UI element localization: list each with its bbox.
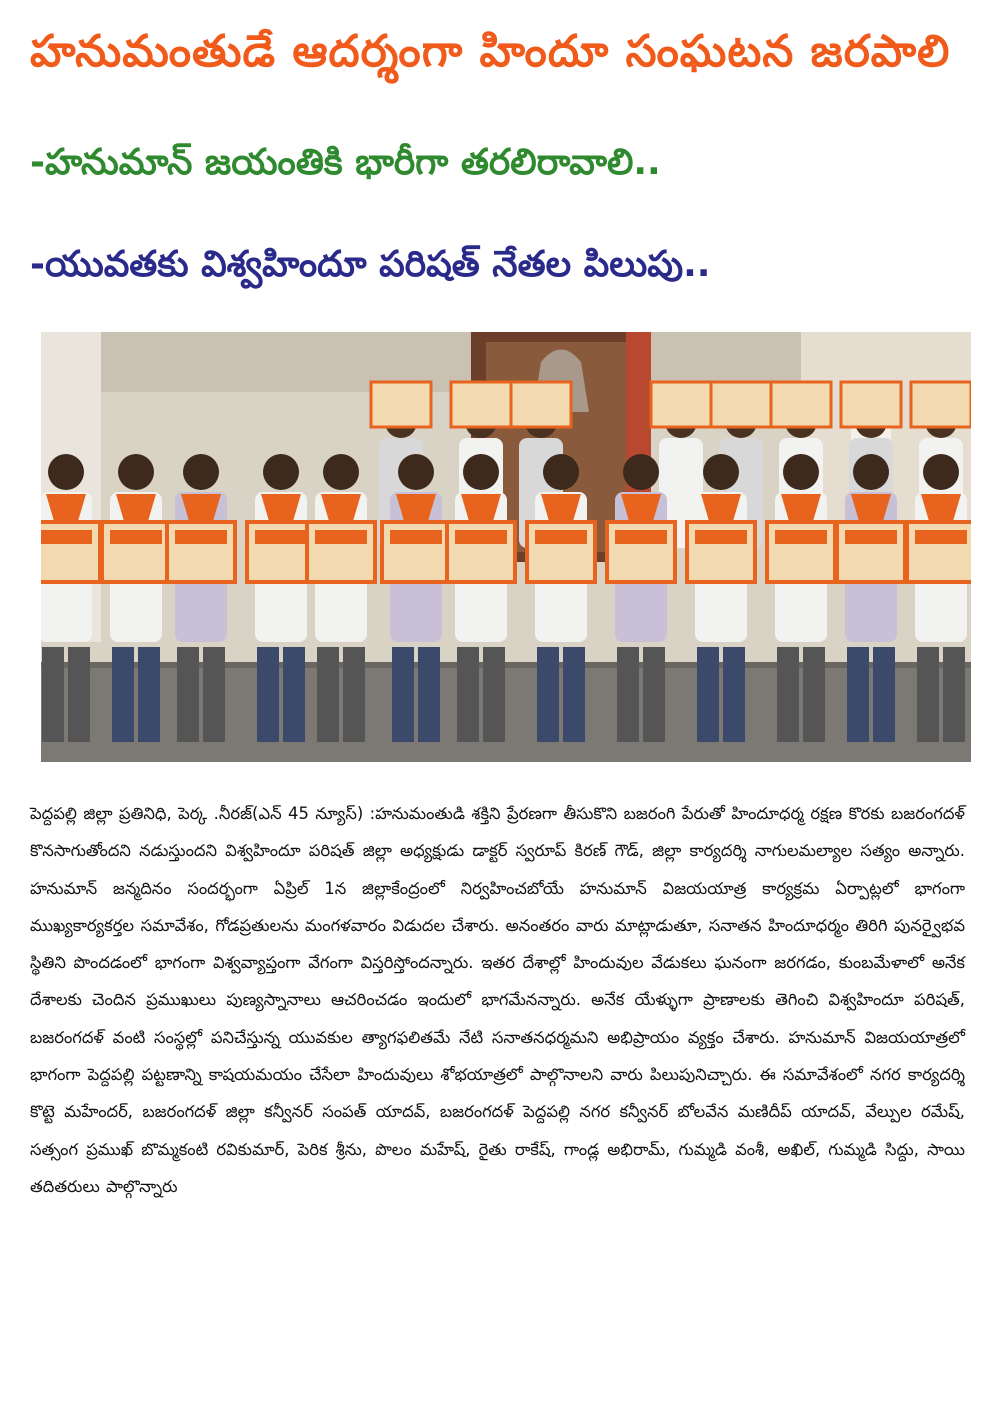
headline: హనుమంతుడే ఆదర్శంగా హిందూ సంఘటన జరపాలి — [30, 26, 951, 77]
news-photo — [41, 332, 971, 762]
group-photo-icon — [41, 332, 971, 762]
article-body: పెద్దపల్లి జిల్లా ప్రతినిధి, పెర్క .నీరజ్(ఎన్ 45 న్యూస్) :హనుమంతుడి శక్తిని ప్రేరణగా తీసుకొని బజరంగి పేరుతో హిందూధర్మ రక్షణ కొరకు బజరంగదళ్ కొనసాగుతోందని నడుస్తుందని విశ్వహిందూ పరిషత్ జిల్లా అధ్యక్షుడు డాక్టర్ స్వరూప్ కిరణ్ గౌడ్, జిల్లా కార్యదర్శి నాగులమల్యాల సత్యం అన్నారు. హనుమాన్ జన్మదినం సందర్భంగా ఏప్రిల్ 1న జిల్లాకేంద్రంలో నిర్వహించబోయే హనుమాన్ విజయయాత్ర కార్యక్రమ ఏర్పాట్లలో భాగంగా ముఖ్యకార్యకర్తల సమావేశం, గోడప్రతులను మంగళవారం విడుదల చేశారు. అనంతరం వారు మాట్లాడుతూ, సనాతన హిందూధర్మం తిరిగి పునర్వైభవ స్థితిని పొందడంలో భాగంగా విశ్వవ్యాప్తంగా వేగంగా విస్తరిస్తోందన్నారు. ఇతర దేశాల్లో హిందువుల వేడుకలు ఘనంగా జరగడం, కుంబమేళాలో అనేక దేశాలకు చెందిన ప్రముఖులు పుణ్యస్నానాలు ఆచరించడం ఇందులో భాగమేనన్నారు. అనేక యేళ్ళుగా ప్రాణాలకు తెగించి విశ్వహిందూ పరిషత్, బజరంగదళ్ వంటి సంస్థల్లో పనిచేస్తున్న యువకుల త్యాగఫలితమే నేటి సనాతనధర్మమని అభిప్రాయం వ్యక్తం చేశారు. హనుమాన్ విజయయాత్రలో భాగంగా పెద్దపల్లి పట్టణాన్ని కాషయమయం చేసేలా హిందువులు శోభయాత్రలో పాల్గొనాలని వారు పిలుపునిచ్చారు. ఈ సమావేశంలో నగర కార్యదర్శి కొట్టె మహేందర్, బజరంగదళ్ జిల్లా కన్వీనర్ సంపత్ యాదవ్, బజరంగదళ్ పెద్దపల్లి నగర కన్వీనర్ బోలవేన మణిదీప్ యాదవ్, వేల్పుల రమేష్, సత్సంగ ప్రముఖ్ బొమ్మకంటి రవికుమార్, పెరిక శ్రీను, పొలం మహేష్, రైతు రాకేష్, గాండ్ల అభిరామ్, గుమ్మడి వంశీ, అఖిల్, గుమ్మడి సిద్దు, సాయి తదితరులు పాల్గొన్నారు — [30, 804, 965, 1196]
subheadline-2: -యువతకు విశ్వహిందూ పరిషత్ నేతల పిలుపు.. — [30, 244, 711, 285]
subheadline-1: -హనుమాన్ జయంతికి భారీగా తరలిరావాలి.. — [30, 142, 661, 183]
